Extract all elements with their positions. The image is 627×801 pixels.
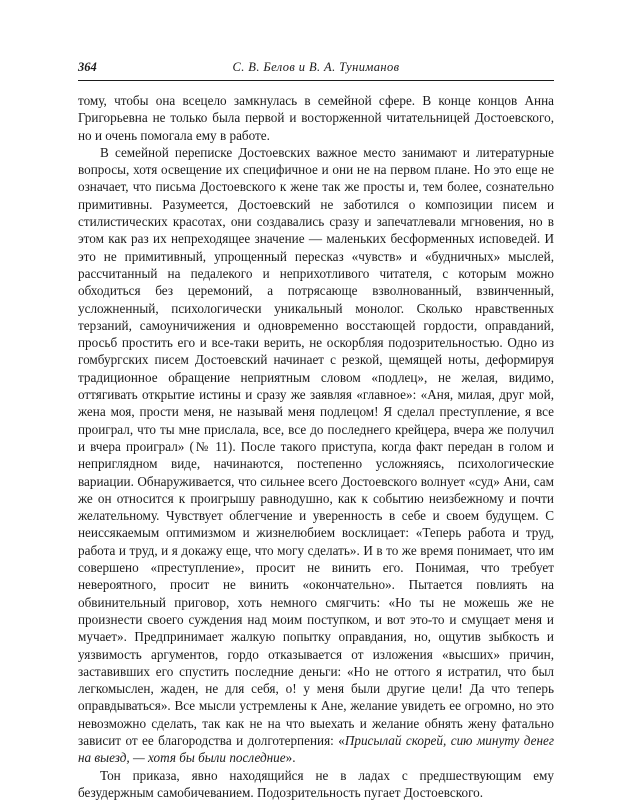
paragraph-2 — [78, 144, 554, 767]
body-text — [78, 92, 554, 801]
paragraph-2-tail: ». — [285, 750, 296, 766]
paragraph-1 — [78, 92, 554, 144]
running-title: С. В. Белов и В. А. Туниманов — [232, 60, 400, 74]
paragraph-3 — [78, 767, 554, 801]
paragraph-1-text: тому, чтобы она всецело замкнулась в семейной сфере. В конце концов Анна Григорьевна не только была первой и восторженной читательницей Достоевского, но и очень помогала ему в работе. — [78, 93, 554, 143]
paragraph-2-text: В семейной переписке Достоевских важное место занимают и литературные вопросы, хотя освещение их специфичное и они не на первом плане. Но это еще не означает, что письма Достоевского к жене так же просты и, тем более, сознательно примитивны. Разумеется, Достоевский не заботился о композиции писем и стилистических красотах, они создавались сразу и запечатлевали мгновения, но в этом как раз их непреходящее значение — маленьких бесформенных исповедей. И это не примитивный, упрощенный пересказ «чувств» и «будничных» мыслей, рассчитанный на педалекого и неприхотливого читателя, с которым можно обходиться без церемоний, а потрясающе взволнованный, взвинченный, усложненный, психологически уникальный монолог. Сколько нравственных терзаний, самоуничижения и одновременно восстающей гордости, оправданий, просьб простить его и все-таки верить, не оскорбляя подозрительностью. Одно из гомбургских писем Достоевский начинает с резкой, щемящей ноты, деформируя традиционное обращение неприятным словом «подлец», не желая, видимо, оттягивать открытие истины и сразу же заявляя «главное»: «Аня, милая, друг мой, жена моя, прости меня, не называй меня подлецом! Я сделал преступление, я все проиграл, что ты мне прислала, все, все до последнего крейцера, вчера же получил и вчера проиграл» (№ 11). После такого приступа, когда факт передан в голом и неприглядном виде, начинаются, постепенно усложняясь, психологические вариации. Обнаруживается, что сильнее всего Достоевского волнует «суд» Ани, сам же он относится к проигрышу равнодушно, как к событию неизбежному и почти желательному. Чувствует облегчение и уверенность в себе и своем будущем. С неиссякаемым оптимизмом и жизнелюбием восклицает: «Теперь работа и труд, работа и труд, и я докажу еще, что могу сделать». И в то же время понимает, что им совершено «преступление», просит не винить его. Понимая, что требует невероятного, просит не винить «окончательно». Пытается повлиять на обвинительный приговор, хоть немного смягчить: «Но ты не можешь же не произнести своего суждения над моим поступком, и вот это-то и смущает меня и мучает». Предпринимает жалкую попытку оправдания, но, ощутив зыбкость и уязвимость аргументов, гордо отказывается от изложения «высших» причин, заставивших его спустить последние деньги: «Но не оттого я истратил, что был легкомыслен, жаден, не для себя, о! у меня были другие цели! Да что теперь оправдываться». Все мысли устремлены к Ане, желание увидеть ее огромно, но это невозможно сделать, так как не на что выехать и желание обнять жену фатально зависит от ее благородства и долготерпения: « — [78, 144, 554, 748]
paragraph-3-text: Тон приказа, явно находящийся не в ладах с предшествующим ему безудержным самобичеванием. Подозрительность пугает Достоевского. — [78, 767, 554, 800]
page-number: 364 — [78, 60, 97, 74]
running-header — [78, 58, 554, 81]
paragraph-2-italic-quote: Присылай скорей, сию минуту денег на выезд, — хотя бы были последние — [78, 732, 554, 766]
